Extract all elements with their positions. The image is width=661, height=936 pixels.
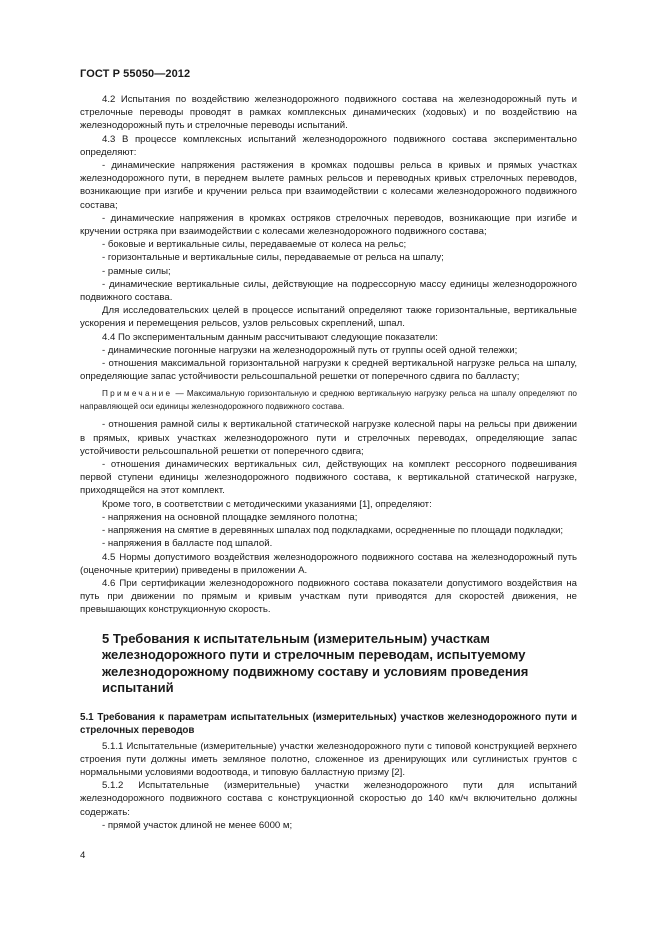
list-item: - рамные силы; xyxy=(102,265,171,277)
list-item: - боковые и вертикальные силы, передаваемые от колеса на рельс; xyxy=(102,239,407,251)
paragraph-research: Для исследовательских целей в процессе испытаний определяют также горизонтальные, вертикальные ускорения и перемещения рельсов, узлов рельсовых скреплений, шпал. xyxy=(80,305,577,330)
list-item: - динамические напряжения растяжения в кромках подошвы рельса в кривых и прямых участках железнодорожного пути, в переднем вылете рамных рельсов и переводных кривых стрелочных переводов, возникающие при изгибе и кручении рельса при взаимодействии с колесами железнодорожного подвижного состава; xyxy=(80,160,577,211)
note xyxy=(80,388,577,413)
list-item: - отношения максимальной горизонтальной нагрузки к средней вертикальной нагрузке рельса на шпалу, определяющие запас устойчивости рельсошпальной решетки от поперечного сдвига по балласту; xyxy=(80,358,577,383)
list-item: - напряжения на смятие в деревянных шпалах под подкладками, осредненные по площади подкладки; xyxy=(102,525,564,537)
list-item: - напряжения в балласте под шпалой. xyxy=(102,538,273,550)
note-label: Примечание xyxy=(102,389,173,399)
document-header: ГОСТ Р 55050—2012 xyxy=(80,68,191,80)
list-item: - динамические погонные нагрузки на железнодорожный путь от группы осей одной тележки; xyxy=(102,344,518,356)
subsection-5-1-heading: 5.1 Требования к параметрам испытательных (измерительных) участков железнодорожного пути и стрелочных переводов xyxy=(80,711,577,736)
list-item: - отношения рамной силы к вертикальной статической нагрузке колесной пары на рельсы при движении в прямых, кривых участках железнодорожного пути и стрелочных переводах, определяющие запас устойчивости рельсошпальной решетки от поперечного сдвига; xyxy=(80,419,577,457)
list-item: - напряжения на основной площадке земляного полотна; xyxy=(102,511,358,523)
paragraph-5-1-2: 5.1.2 Испытательные (измерительные) участки железнодорожного пути для испытаний железнодорожного подвижного состава с конструкционной скоростью до 140 км/ч включительно должны содержать: xyxy=(80,780,577,818)
paragraph-5-1-1: 5.1.1 Испытательные (измерительные) участки железнодорожного пути с типовой конструкцией верхнего строения пути должны иметь земляное полотно, сложенное из дренирующих или суглинистых грунтов с нормальными условиями водоотвода, и типовую балластную призму [2]. xyxy=(80,740,577,778)
list-item: - динамические вертикальные силы, действующие на подрессорную массу единицы железнодорожного подвижного состава. xyxy=(80,278,577,304)
paragraph-4-3: 4.3 В процессе комплексных испытаний железнодорожного подвижного состава экспериментально определяют: xyxy=(80,133,577,158)
list-item: - отношения динамических вертикальных сил, действующих на комплект рессорного подвешивания первой ступени единицы железнодорожного подвижного состава, к вертикальной статической нагрузке, приходящейся на этот комплект. xyxy=(80,459,577,497)
paragraph-4-6: 4.6 При сертификации железнодорожного подвижного состава показатели допустимого воздействия на путь при движении по прямым и кривым участкам пути приводятся для скоростей движения, не превышающих конструкционную скорость. xyxy=(80,577,577,616)
list-item: - прямой участок длиной не менее 6000 м; xyxy=(102,819,293,831)
list-item: - горизонтальные и вертикальные силы, передаваемые от рельса на шпалу; xyxy=(102,252,444,264)
paragraph-4-5: 4.5 Нормы допустимого воздействия железнодорожного подвижного состава на железнодорожный путь (оценочные критерии) приведены в приложении А. xyxy=(80,551,577,576)
page-number: 4 xyxy=(80,850,86,861)
section-5-heading: 5 Требования к испытательным (измерительным) участкам железнодорожного пути и стрелочным переводам, испытуемому железнодорожному подвижному составу и условиям проведения испытаний xyxy=(102,630,529,696)
paragraph-methodical: Кроме того, в соответствии с методическими указаниями [1], определяют: xyxy=(102,498,432,510)
paragraph-4-4: 4.4 По экспериментальным данным рассчитывают следующие показатели: xyxy=(102,331,438,343)
list-item: - динамические напряжения в кромках остряков стрелочных переводов, возникающие при изгибе и кручении остряка при взаимодействии с колесами железнодорожного подвижного состава; xyxy=(80,212,577,238)
document-body xyxy=(80,93,577,832)
note-text: — Максимальную горизонтальную и среднюю вертикальную нагрузку рельса на шпалу определяют по направляющей оси единицы железнодорожного подвижного состава. xyxy=(80,389,577,411)
paragraph-4-2: 4.2 Испытания по воздействию железнодорожного подвижного состава на железнодорожный путь и стрелочные переводы проводят в рамках комплексных динамических (ходовых) и по воздействию на железнодорожный путь и стрелочные переводы испытаний. xyxy=(80,94,577,132)
